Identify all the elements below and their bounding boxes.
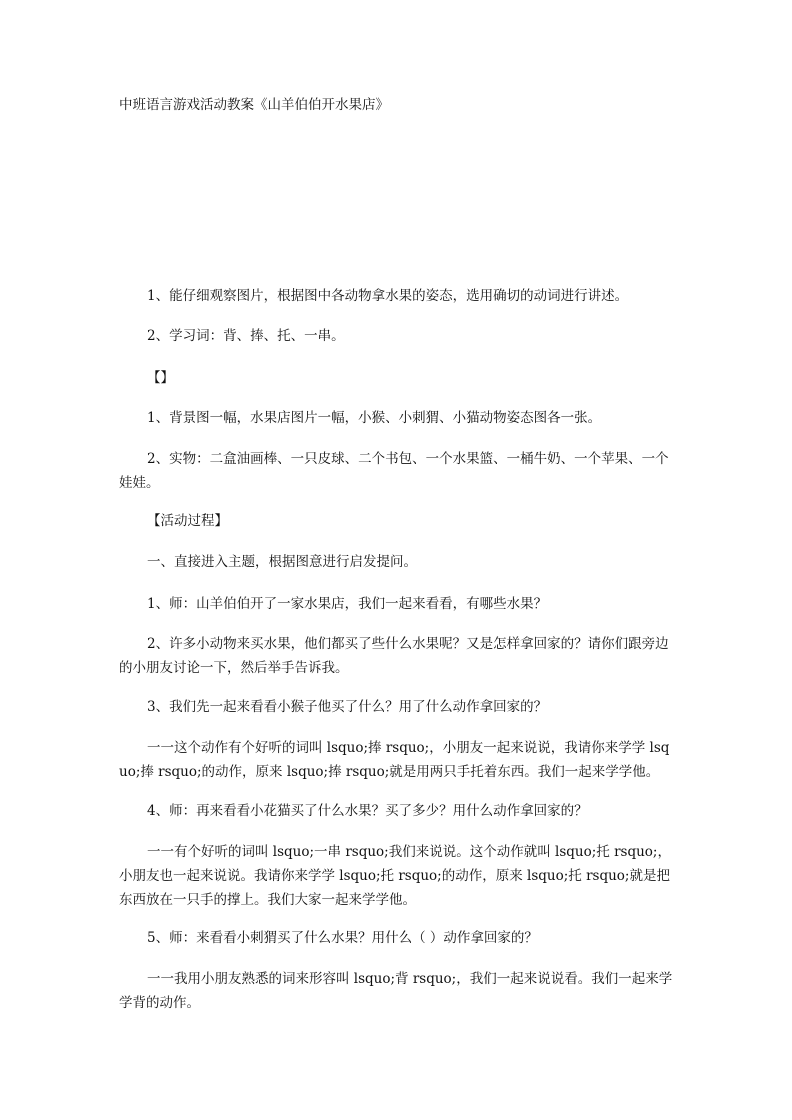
section-heading-process: 【活动过程】 (147, 513, 228, 529)
paragraph-prep-2: 2、实物：二盒油画棒、一只皮球、二个书包、一个水果篮、一桶牛奶、一个苹果、一个娃娃。 (119, 451, 669, 491)
paragraph-goal-2: 2、学习词：背、捧、托、一串。 (147, 328, 345, 344)
document-title: 中班语言游戏活动教案《山羊伯伯开水果店》 (119, 97, 389, 113)
section-heading-prep: 【】 (147, 370, 174, 386)
paragraph-step-5: 5、师：来看看小刺猬买了什么水果？用什么（ ）动作拿回家的？ (147, 930, 538, 946)
paragraph-step-4: 4、师：再来看看小花猫买了什么水果？买了多少？用什么动作拿回家的？ (147, 803, 588, 819)
paragraph-step-intro: 一、直接进入主题，根据图意进行启发提问。 (147, 554, 417, 570)
paragraph-step-3: 3、我们先一起来看看小猴子他买了什么？用了什么动作拿回家的？ (147, 699, 548, 715)
paragraph-step-4-detail: 一一有个好听的词叫 lsquo;一串 rsquo;我们来说说。这个动作就叫 lsquo;托 rsquo;，小朋友也一起来说说。我请你来学学 lsquo;托 rsquo;的动作，原来 lsquo;托 rsquo;就是把东西放在一只手的撑上。我们大家一起来学学他。 (119, 844, 671, 908)
paragraph-step-3-detail: 一一这个动作有个好听的词叫 lsquo;捧 rsquo;，小朋友一起来说说，我请你来学学 lsquo;捧 rsquo;的动作，原来 lsquo;捧 rsquo;就是用两只手托着东西。我们一起来学学他。 (119, 740, 670, 780)
paragraph-step-2: 2、许多小动物来买水果，他们都买了些什么水果呢？又是怎样拿回家的？请你们跟旁边的小朋友讨论一下，然后举手告诉我。 (119, 636, 669, 676)
paragraph-prep-1: 1、背景图一幅，水果店图片一幅，小猴、小刺猬、小猫动物姿态图各一张。 (147, 410, 602, 426)
paragraph-step-5-detail: 一一我用小朋友熟悉的词来形容叫 lsquo;背 rsquo;，我们一起来说说看。我们一起来学学背的动作。 (119, 971, 673, 1011)
paragraph-step-1: 1、师：山羊伯伯开了一家水果店，我们一起来看看，有哪些水果？ (147, 596, 548, 612)
paragraph-goal-1: 1、能仔细观察图片，根据图中各动物拿水果的姿态，选用确切的动词进行讲述。 (147, 288, 629, 304)
